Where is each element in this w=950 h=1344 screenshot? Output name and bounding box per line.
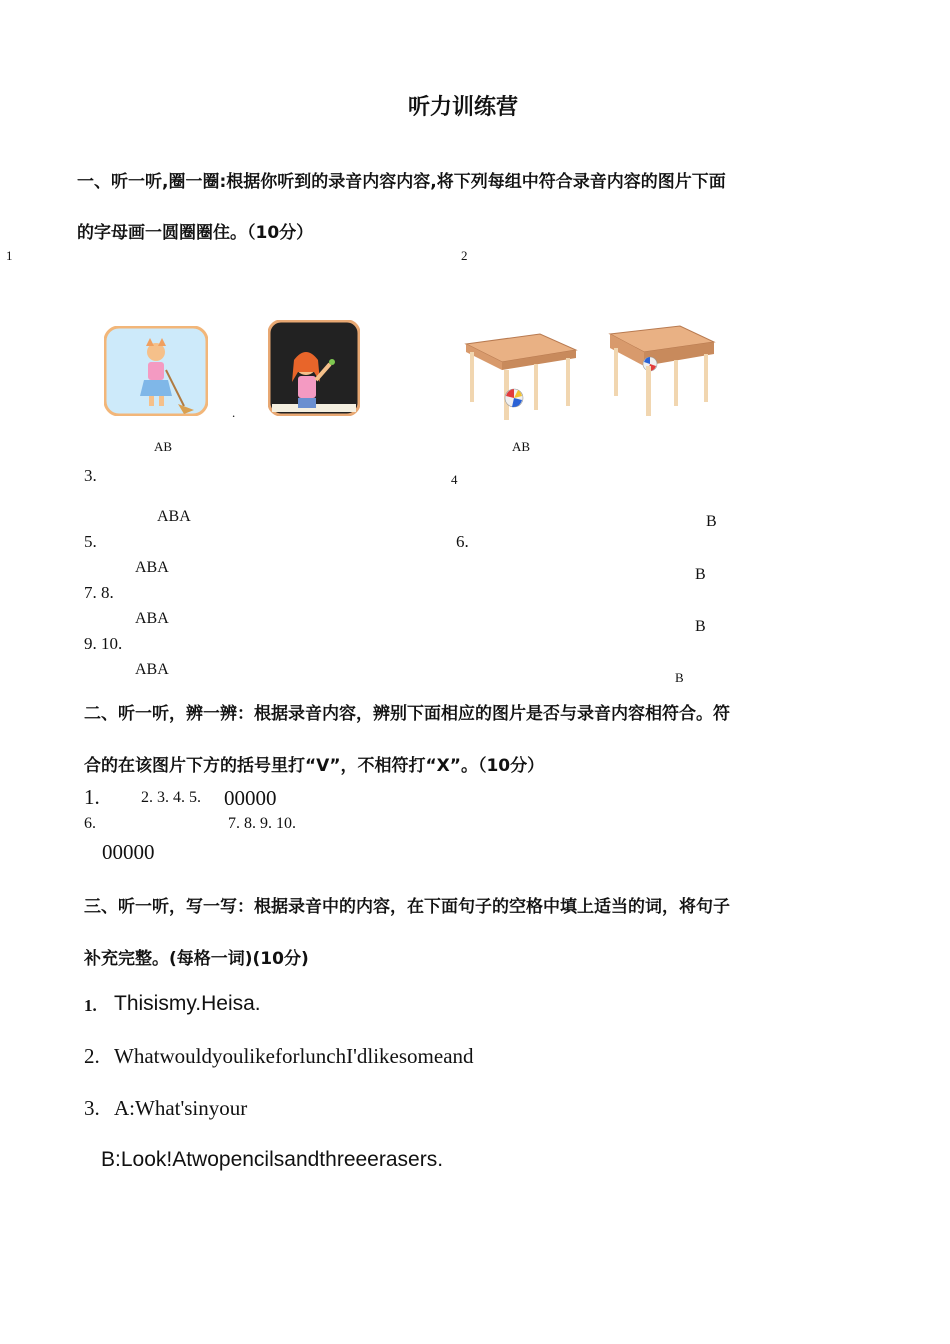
option-label-8: B — [695, 618, 706, 635]
option-label-3: ABA — [157, 508, 191, 525]
section3-instruction-line1: 三、听一听，写一写：根据录音中的内容，在下面句子的空格中填上适当的词，将句子 — [84, 897, 730, 917]
question-number-3: 3. — [84, 466, 97, 485]
section2-row1-blanks: 00000 — [224, 786, 277, 810]
question-number-4: 4 — [451, 472, 458, 487]
girl-at-blackboard-image — [268, 320, 360, 416]
desk-ball-under-image — [462, 330, 580, 422]
section2-instruction-line2: 合的在该图片下方的括号里打“V”，不相符打“X”。（10分） — [84, 756, 545, 776]
section2-row2-number: 6. — [84, 815, 96, 832]
separator-dot: . — [232, 405, 236, 420]
section2-row2-blanks: 00000 — [102, 840, 155, 864]
girl-sweeping-image — [104, 326, 208, 416]
option-label-10: B — [675, 670, 684, 682]
section1-instruction-line1: 一、听一听,圈一圈:根据你听到的录音内容内容,将下列每组中符合录音内容的图片下面 — [77, 172, 726, 192]
question-number-9-10: 9. 10. — [84, 634, 123, 653]
section2-row2-numbers: 7. 8. 9. 10. — [228, 815, 296, 832]
option-label-4: B — [706, 513, 717, 530]
option-label-2: AB — [512, 439, 531, 452]
section3-q1-sentence: Thisismy.Heisa. — [114, 992, 261, 1015]
section3-q3-sentence-a: A:What'sinyour — [114, 1096, 248, 1120]
section3-instruction-line2: 补充完整。(每格一词)(10分) — [84, 949, 309, 969]
page-title: 听力训练营 — [408, 95, 519, 120]
option-label-6: B — [695, 566, 706, 583]
section2-row1-numbers: 2. 3. 4. 5. — [141, 789, 201, 806]
section1-instruction-line2: 的字母画一圆圈圈住。（10分） — [77, 223, 314, 243]
section3-q1-number: 1. — [84, 996, 97, 1015]
section3-q2-number: 2. — [84, 1044, 100, 1068]
section2-row1-number: 1. — [84, 785, 100, 809]
question-number-7-8: 7. 8. — [84, 583, 114, 602]
question-number-2: 2 — [461, 248, 468, 263]
question-number-5: 5. — [84, 532, 97, 551]
question-number-6: 6. — [456, 532, 469, 551]
section3-q3-number: 3. — [84, 1096, 100, 1120]
option-label-9: ABA — [135, 661, 169, 678]
option-label-7: ABA — [135, 610, 169, 627]
section2-instruction-line1: 二、听一听，辨一辨：根据录音内容，辨别下面相应的图片是否与录音内容相符合。符 — [84, 704, 730, 724]
question-number-1: 1 — [6, 248, 13, 263]
desk-ball-inside-image — [606, 324, 718, 418]
section3-q3-sentence-b: B:Look!Atwopencilsandthreeerasers. — [101, 1148, 444, 1171]
section3-q2-sentence: WhatwouldyoulikeforlunchI'dlikesomeand — [114, 1044, 474, 1068]
option-label-1: AB — [154, 439, 173, 452]
option-label-5: ABA — [135, 559, 169, 576]
